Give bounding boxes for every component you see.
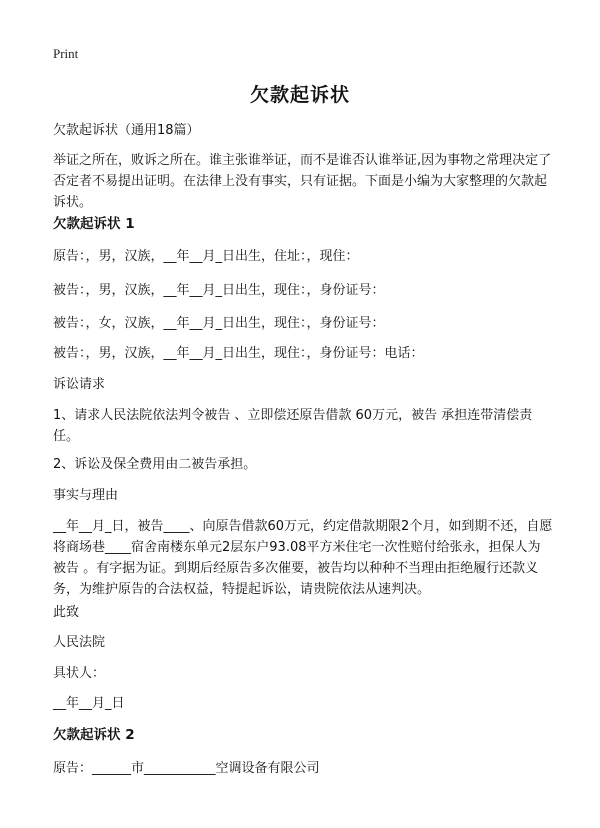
defendant-line-1: 被告：，男，汉族，__年__月_日出生，现住：，身份证号： xyxy=(53,283,385,298)
plaintiff-line: 原告：，男，汉族，__年__月_日出生，住址：，现住： xyxy=(53,249,359,264)
closing-court: 人民法院 xyxy=(53,635,106,650)
section-heading-2: 欠款起诉状 2 xyxy=(53,727,135,743)
facts-label: 事实与理由 xyxy=(53,488,119,503)
defendant-line-2: 被告：，女，汉族，__年__月_日出生，现住：，身份证号： xyxy=(53,316,385,331)
page-title: 欠款起诉状 xyxy=(249,84,350,106)
claim-2: 2、诉讼及保全费用由二被告承担。 xyxy=(53,457,257,472)
closing-greeting: 此致 xyxy=(53,605,80,620)
intro-paragraph: 举证之所在，败诉之所在。谁主张谁举证，而不是谁否认谁举证,因为事物之常理决定了否定者不易提出证明。在法律上没有事实，只有证据。下面是小编为大家整理的欠款起诉状。 xyxy=(53,153,552,210)
claims-label: 诉讼请求 xyxy=(53,377,106,392)
document-subtitle: 欠款起诉状（通用18篇） xyxy=(53,123,200,138)
plaintiff-line-2: 原告：______市___________空调设备有限公司 xyxy=(53,761,320,776)
facts-paragraph: __年__月_日，被告____、向原告借款60万元，约定借款期限2个月，如到期不还，自愿将商场巷____宿舍南楼东单元2层东户93.08平方米住宅一次性赔付给张永，担保人为被告 。有字据为证。到期后经原告多次催要，被告均以种种不当理由拒绝履行还款义务，为维护原告的合法权益，特提起诉讼，请贵院依法从速判决。 xyxy=(53,519,553,597)
print-link[interactable]: Print xyxy=(53,46,79,61)
signer-line: 具状人： xyxy=(53,666,106,681)
section-heading-1: 欠款起诉状 1 xyxy=(53,216,135,232)
date-line: __年__月_日 xyxy=(53,696,125,711)
claim-1: 1、请求人民法院依法判令被告 、立即偿还原告借款 60万元，被告 承担连带清偿责任。 xyxy=(53,408,533,444)
defendant-line-3: 被告：，男，汉族，__年__月_日出生，现住：，身份证号：电话： xyxy=(53,346,424,361)
